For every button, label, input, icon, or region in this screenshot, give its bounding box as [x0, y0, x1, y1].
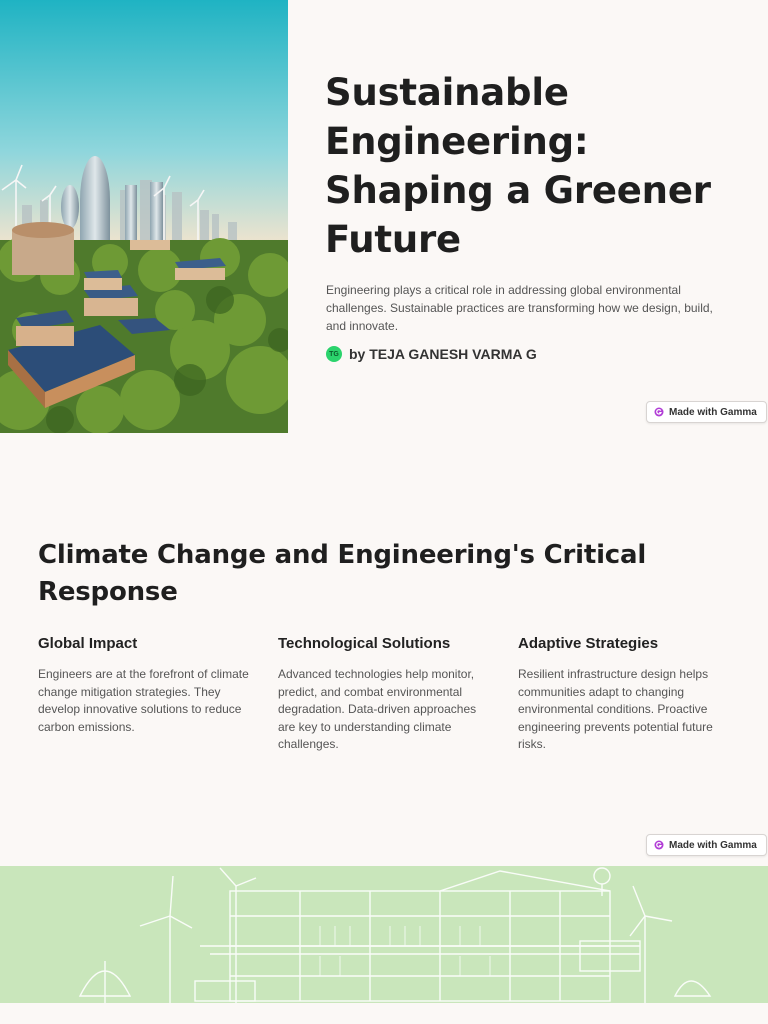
column-title: Global Impact	[38, 635, 138, 652]
column-text: Advanced technologies help monitor, predict, and combat environmental degradation. Data-driven approaches are key to understanding climate challenges.	[278, 667, 477, 751]
made-with-gamma-button[interactable]	[646, 401, 767, 423]
column-global-impact	[38, 635, 253, 736]
column-adaptive-strategies	[518, 635, 733, 754]
column-text: Resilient infrastructure design helps communities adapt to changing environmental conditions. Proactive engineering prevents potential future risks.	[518, 667, 713, 751]
green-building-sketch-banner	[0, 866, 768, 1003]
badge-label: Made with Gamma	[669, 839, 757, 851]
author-byline	[326, 346, 537, 362]
intro-text: Engineering plays a critical role in addressing global environmental challenges. Sustainable practices are transforming how we design, build, and innovate.	[326, 283, 713, 333]
author-avatar: TG	[326, 346, 342, 362]
gamma-logo-icon	[654, 840, 664, 850]
gamma-logo-icon	[654, 407, 664, 417]
green-city-illustration	[0, 0, 288, 433]
title-slide	[0, 0, 768, 433]
column-technological-solutions	[278, 635, 493, 754]
author-name: by TEJA GANESH VARMA G	[349, 346, 537, 362]
section-heading: Climate Change and Engineering's Critical Response	[38, 540, 647, 607]
building-sketch-illustration	[0, 866, 768, 1003]
climate-response-slide	[0, 433, 768, 866]
column-title: Technological Solutions	[278, 635, 451, 652]
column-title: Adaptive Strategies	[518, 635, 659, 652]
column-text: Engineers are at the forefront of climate change mitigation strategies. They develop innovative solutions to reduce carbon emissions.	[38, 667, 249, 734]
presentation-title: Sustainable Engineering: Shaping a Greener Future	[325, 71, 711, 261]
badge-label: Made with Gamma	[669, 406, 757, 418]
made-with-gamma-button[interactable]	[646, 834, 767, 856]
